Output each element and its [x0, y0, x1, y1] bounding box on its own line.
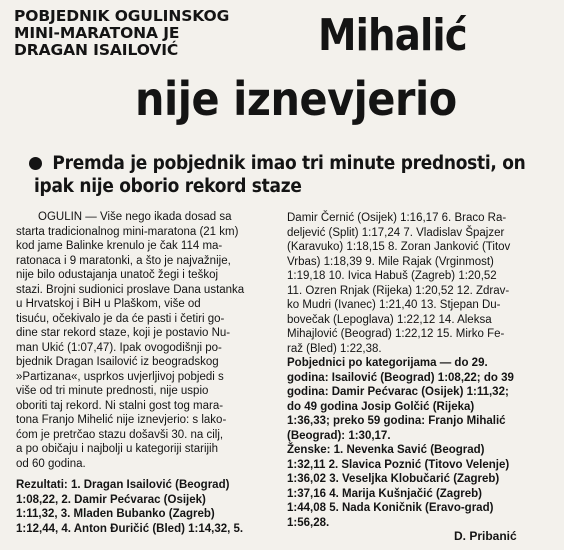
- deck: [34, 152, 531, 198]
- headline-line-2: nije iznevjerio: [135, 72, 457, 126]
- kicker-line: MINI-MARATONA JE: [14, 24, 180, 42]
- category-line: godina: Damir Pećvarac (Osijek) 1:11,32;: [287, 386, 509, 398]
- women-line: 1:56,28.: [287, 516, 330, 529]
- body-line: oboriti taj rekord. Ni stalni gost tog mara-: [16, 399, 224, 412]
- category-line: godina: Isailović (Beograd) 1:08,22; do 39: [287, 371, 514, 384]
- body-line: dine star rekord staze, koji je postavio Nu-: [16, 327, 231, 339]
- body-column-right: [287, 211, 557, 530]
- body-line-spacer: [16, 471, 286, 478]
- body-line: ćom je pretrčao stazu došavši 30. na cilj,: [16, 428, 224, 441]
- body-line: »Partizana«, usprkos uvjerljivoj pobjedi s: [16, 370, 224, 383]
- body-column-left: [16, 210, 286, 536]
- women-line: 1:44,08 5. Nada Koničnik (Eravo-grad): [287, 502, 494, 514]
- body-line: tisuću, očekivalo je da će pasti i četiri go-: [16, 312, 225, 325]
- body-line: bjednik Dragan Isailović iz beogradskog: [16, 356, 219, 368]
- byline: D. Pribanić: [454, 529, 517, 543]
- headline-line-1: Mihalić: [318, 10, 467, 61]
- body-line: više od tri minute prednosti, nije uspio: [16, 385, 209, 397]
- results-line: 1:12,44, 4. Anton Đuričić (Bled) 1:14,32, 5.: [16, 522, 244, 535]
- body-line: ratonaca i 9 maratonki, a što je najvažnije,: [16, 254, 231, 267]
- body-line: nije bilo odustajanja unatoč žegi i teškoj: [16, 269, 219, 281]
- category-line: do 49 godina Josip Golčić (Rijeka): [287, 400, 475, 413]
- results-line: Vrbas) 1:18,39 9. Mile Rajak (Vrginmost): [287, 255, 494, 268]
- results-line: Rezultati: 1. Dragan Isailović (Beograd): [16, 479, 230, 491]
- women-line: Ženske: 1. Nevenka Savić (Beograd): [287, 444, 485, 456]
- body-line: kod jame Balinke krenulo je čak 114 ma-: [16, 240, 223, 252]
- results-line: 1:19,18 10. Ivica Habuš (Zagreb) 1:20,52: [287, 270, 497, 282]
- deck-line-2: ipak nije oborio rekord staze: [34, 176, 302, 197]
- body-line: tona Franjo Mihelić nije iznevjerio: s lako-: [16, 414, 227, 426]
- body-line: od 60 godina.: [16, 457, 86, 470]
- body-line: OGULIN — Više nego ikada dosad sa: [38, 211, 232, 223]
- kicker: [14, 8, 314, 59]
- body-line: stazi. Brojni sudionici proslave Dana ustanka: [16, 283, 245, 296]
- results-line: Damir Černić (Osijek) 1:16,17 6. Braco Ra-: [287, 212, 507, 224]
- women-line: 1:32,11 2. Slavica Poznić (Titovo Velenje): [287, 458, 510, 471]
- women-line: 1:36,02 3. Veseljka Klobučarić (Zagreb): [287, 473, 500, 485]
- body-line: a po običaju i najbolji u kategoriji starijih: [16, 443, 219, 455]
- kicker-line: DRAGAN ISAILOVIĆ: [14, 41, 179, 59]
- body-line: man Ukić (1:07,47). Ipak ovogodišnji po-: [16, 341, 222, 354]
- results-line: Mihajlović (Beograd) 1:22,12 15. Mirko Fe-: [287, 328, 505, 340]
- results-line: 1:11,32, 3. Mladen Bubanko (Zagreb): [16, 508, 215, 520]
- women-line: 1:37,16 4. Marija Kušnjačić (Zagreb): [287, 487, 482, 500]
- results-line: deljević (Split) 1:17,24 7. Vladislav Špajzer: [287, 226, 505, 239]
- category-line: Pobjednici po kategorijama — do 29.: [287, 357, 488, 369]
- results-line: bovečak (Lepoglava) 1:22,12 14. Aleksa: [287, 313, 492, 326]
- kicker-line: POBJEDNIK OGULINSKOG: [14, 7, 230, 25]
- category-line: (Beograd): 1:30,17.: [287, 429, 391, 442]
- body-line: u Hrvatskoj i BiH u Plaškom, više od: [16, 298, 201, 310]
- category-line: 1:36,33; preko 59 godina: Franjo Mihalić: [287, 415, 506, 427]
- results-line: (Karavuko) 1:18,15 8. Zoran Janković (Titov: [287, 241, 511, 253]
- results-line: ko Mudri (Ivanec) 1:21,40 13. Stjepan Du-: [287, 299, 501, 311]
- deck-line-1: Premda je pobjednik imao tri minute prednosti, on: [52, 153, 526, 174]
- body-line: starta tradicionalnog mini-maratona (21 km): [16, 225, 239, 238]
- results-line: raž (Bled) 1:22,38.: [287, 342, 382, 355]
- results-line: 11. Ozren Rnjak (Rijeka) 1:20,52 12. Zdrav-: [287, 284, 510, 297]
- results-line: 1:08,22, 2. Damir Pećvarac (Osijek): [16, 493, 206, 506]
